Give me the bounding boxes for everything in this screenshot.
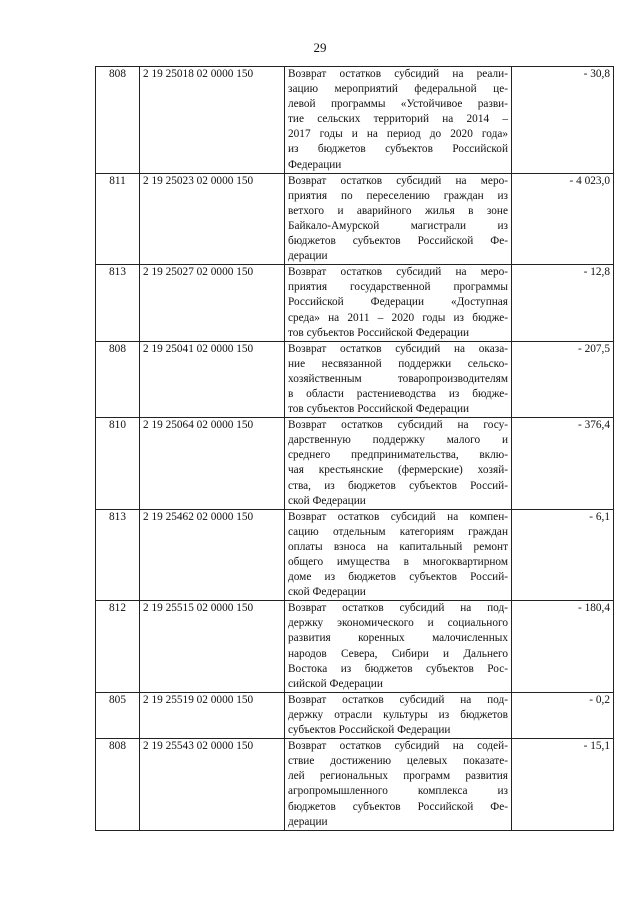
budget-classification-code-cell: 2 19 25018 02 0000 150 [140, 67, 285, 174]
description-line: ства, из бюджетов субъектов Россий- [288, 479, 508, 492]
description-cell [285, 601, 512, 693]
description-line: ской Федерации [288, 494, 366, 507]
description-line: Возврат остатков субсидий на под- [288, 602, 508, 615]
description-line: тов субъектов Российской Федерации [288, 403, 470, 416]
description-cell [285, 509, 512, 601]
description-line: доме из бюджетов субъектов Россий- [288, 571, 508, 584]
description-line: держку экономического и социального [288, 617, 508, 630]
admin-code-cell: 808 [96, 67, 140, 174]
admin-code-cell: 808 [96, 341, 140, 417]
description-line: ствие достижению целевых показате- [288, 755, 508, 768]
amount-cell: - 30,8 [512, 67, 614, 174]
admin-code-cell: 810 [96, 418, 140, 510]
amount-cell: - 15,1 [512, 739, 614, 831]
budget-classification-code-cell: 2 19 25515 02 0000 150 [140, 601, 285, 693]
description-line: общего имущества в многоквартирном [288, 556, 508, 568]
description-line: лей региональных программ развития [288, 770, 508, 783]
description-line: приятия государственной программы [288, 281, 508, 294]
admin-code-cell: 811 [96, 173, 140, 265]
table-row [96, 601, 614, 693]
budget-classification-code-cell: 2 19 25462 02 0000 150 [140, 509, 285, 601]
table-row [96, 739, 614, 831]
description-line: Российской Федерации «Доступная [288, 296, 508, 309]
table-row [96, 67, 614, 174]
description-line: тие сельских территорий на 2014 – [288, 113, 508, 126]
budget-classification-code-cell: 2 19 25064 02 0000 150 [140, 418, 285, 510]
description-cell [285, 173, 512, 265]
description-line: сийской Федерации [288, 677, 383, 690]
amount-cell: - 0,2 [512, 692, 614, 738]
description-line: бюджетов субъектов Российской Фе- [288, 800, 508, 813]
description-line: агропромышленного комплекса из [288, 785, 508, 798]
description-line: хозяйственным товаропроизводителям [288, 372, 508, 385]
amount-cell: - 4 023,0 [512, 173, 614, 265]
amount-cell: - 12,8 [512, 265, 614, 341]
description-line: ние несвязанной поддержки сельско- [288, 357, 508, 370]
table-row [96, 173, 614, 265]
description-line: Возврат остатков субсидий на под- [288, 693, 508, 706]
budget-classification-code-cell: 2 19 25543 02 0000 150 [140, 739, 285, 831]
description-cell [285, 692, 512, 738]
description-line: ветхого и аварийного жилья в зоне [288, 204, 508, 217]
amount-cell: - 207,5 [512, 341, 614, 417]
table-row [96, 341, 614, 417]
description-line: держку отрасли культуры из бюджетов [288, 708, 508, 721]
budget-classification-code-cell: 2 19 25041 02 0000 150 [140, 341, 285, 417]
description-line: Возврат остатков субсидий на реали- [288, 68, 508, 80]
description-line: приятия по переселению граждан из [288, 189, 508, 202]
admin-code-cell: 812 [96, 601, 140, 693]
description-line: Возврат остатков субсидий на оказа- [288, 342, 508, 355]
description-line: Возврат остатков субсидий на госу- [288, 419, 508, 432]
description-line: субъектов Российской Федерации [288, 724, 451, 737]
description-line: чая крестьянские (фермерские) хозяй- [288, 464, 508, 477]
amount-cell: - 180,4 [512, 601, 614, 693]
table-row [96, 509, 614, 601]
description-line: Возврат остатков субсидий на компен- [288, 510, 508, 523]
description-line: тов субъектов Российской Федерации [288, 326, 470, 339]
description-line: дерации [288, 250, 328, 263]
description-line: дерации [288, 815, 328, 828]
description-line: Востока из бюджетов субъектов Рос- [288, 662, 508, 675]
budget-classification-code-cell: 2 19 25023 02 0000 150 [140, 173, 285, 265]
description-cell [285, 341, 512, 417]
admin-code-cell: 813 [96, 509, 140, 601]
page-number: 29 [313, 40, 327, 55]
table-body [96, 67, 614, 831]
description-line: сацию отдельным категориям граждан [288, 525, 508, 538]
description-line: зацию мероприятий федеральной це- [288, 83, 508, 96]
budget-classification-code-cell: 2 19 25519 02 0000 150 [140, 692, 285, 738]
description-line: Возврат остатков субсидий на содей- [288, 740, 508, 753]
description-line: бюджетов субъектов Российской Фе- [288, 235, 508, 248]
description-cell [285, 739, 512, 831]
table-row [96, 692, 614, 738]
amount-cell: - 6,1 [512, 509, 614, 601]
budget-table [95, 66, 614, 831]
description-line: левой программы «Устойчивое разви- [288, 98, 508, 111]
description-line: оплаты взноса на капитальный ремонт [288, 540, 508, 553]
description-line: дарственную поддержку малого и [288, 434, 508, 447]
budget-classification-code-cell: 2 19 25027 02 0000 150 [140, 265, 285, 341]
description-line: Возврат остатков субсидий на меро- [288, 174, 508, 187]
admin-code-cell: 808 [96, 739, 140, 831]
admin-code-cell: 805 [96, 692, 140, 738]
description-cell [285, 418, 512, 510]
description-line: народов Севера, Сибири и Дальнего [288, 647, 508, 660]
description-line: 2017 годы и на период до 2020 года» [288, 128, 508, 141]
description-line: ской Федерации [288, 586, 366, 599]
table-row [96, 418, 614, 510]
description-line: в области растениеводства из бюдже- [288, 387, 508, 400]
description-line: Федерации [288, 158, 342, 171]
table-row [96, 265, 614, 341]
description-line: среднего предпринимательства, вклю- [288, 449, 508, 462]
description-line: развития коренных малочисленных [288, 632, 508, 645]
description-cell [285, 265, 512, 341]
description-line: Возврат остатков субсидий на меро- [288, 266, 508, 279]
description-line: среда» на 2011 – 2020 годы из бюдже- [288, 311, 508, 324]
admin-code-cell: 813 [96, 265, 140, 341]
description-line: Байкало-Амурской магистрали из [288, 219, 508, 232]
description-cell [285, 67, 512, 174]
amount-cell: - 376,4 [512, 418, 614, 510]
description-line: из бюджетов субъектов Российской [288, 143, 508, 156]
